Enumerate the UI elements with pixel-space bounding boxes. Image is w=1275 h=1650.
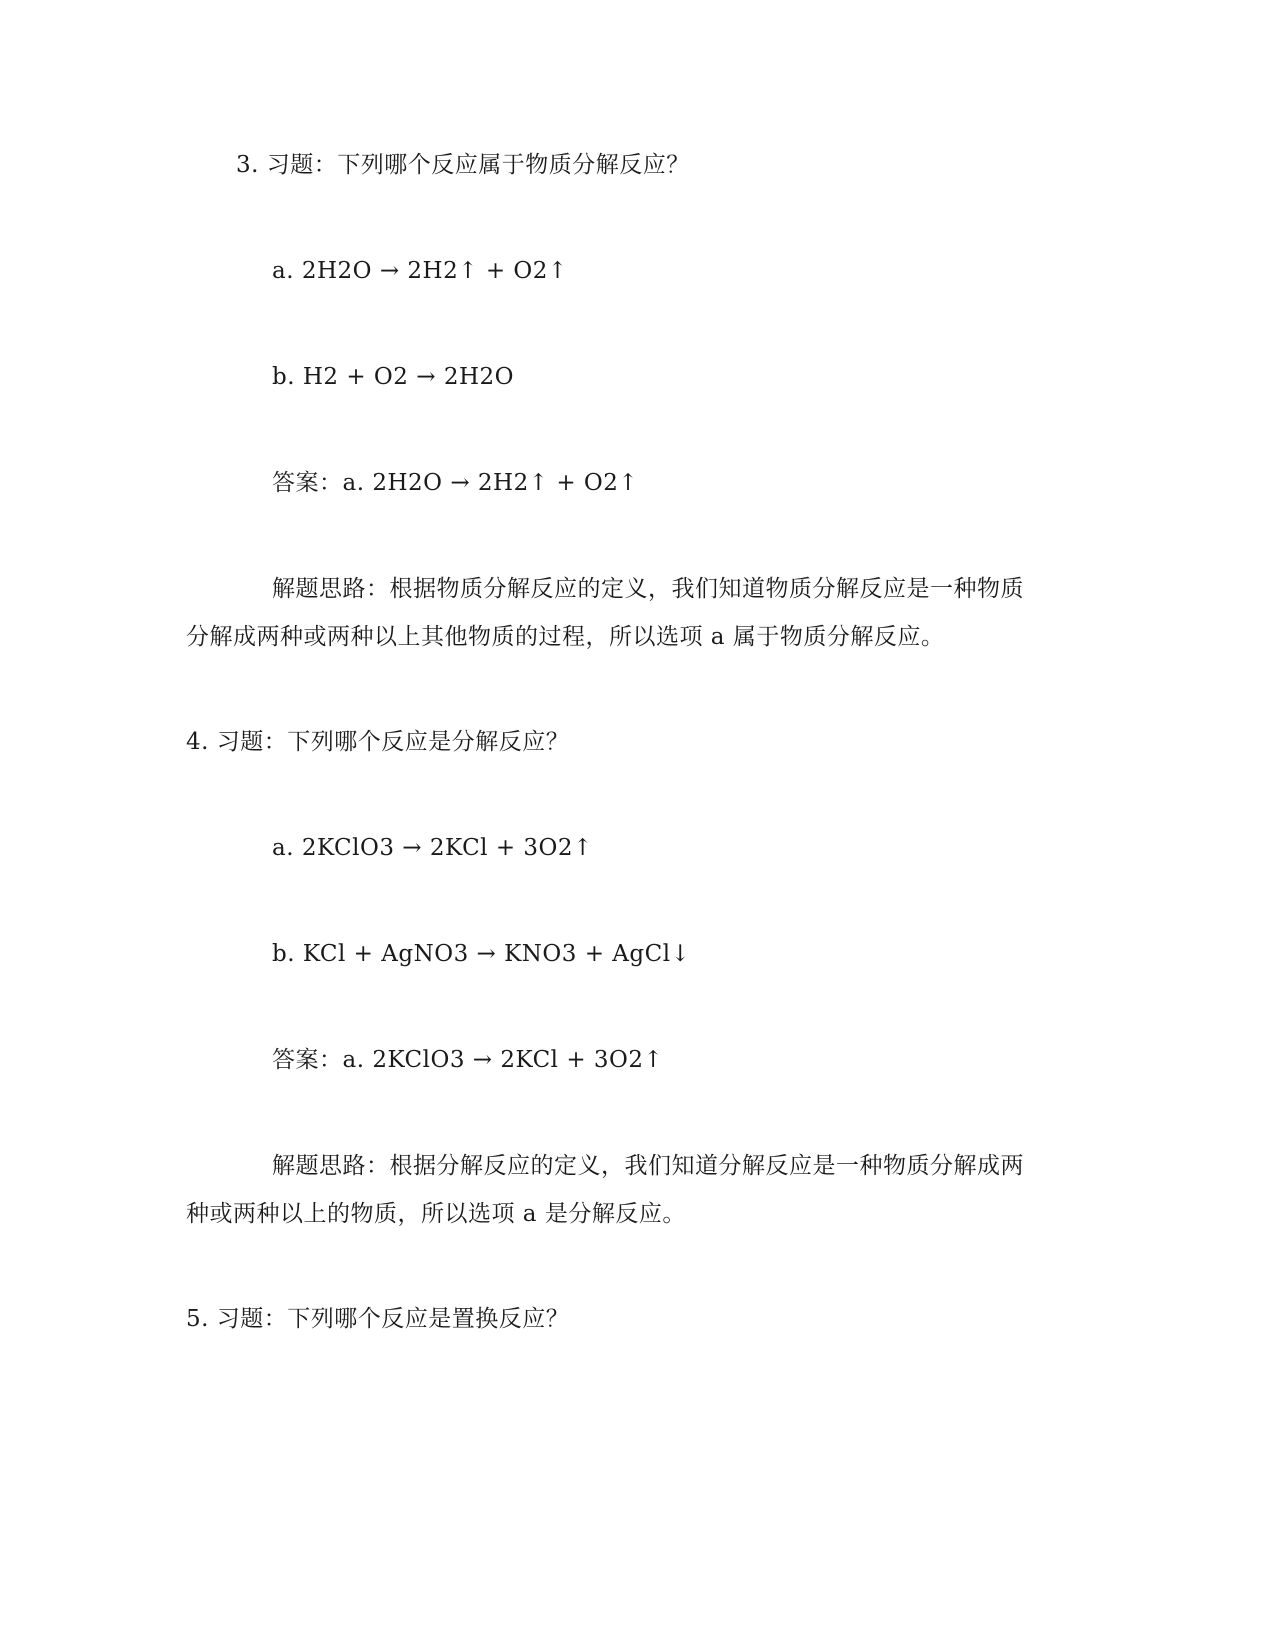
q3-explanation bbox=[186, 565, 1024, 661]
q4-option-a: a. 2KClO3 → 2KCl + 3O2↑ bbox=[272, 835, 593, 861]
q4-explanation-line2: 种或两种以上的物质，所以选项 a 是分解反应。 bbox=[186, 1201, 686, 1227]
q4-question: 4. 习题：下列哪个反应是分解反应？ bbox=[186, 729, 570, 755]
q3-option-b: b. H2 + O2 → 2H2O bbox=[272, 364, 514, 390]
q3-question: 3. 习题：下列哪个反应属于物质分解反应？ bbox=[236, 152, 690, 178]
q3-explanation-line1: 解题思路：根据物质分解反应的定义，我们知道物质分解反应是一种物质 bbox=[272, 576, 1024, 602]
q4-explanation bbox=[186, 1142, 1024, 1238]
q4-answer: 答案：a. 2KClO3 → 2KCl + 3O2↑ bbox=[272, 1047, 664, 1073]
q3-option-a: a. 2H2O → 2H2↑ + O2↑ bbox=[272, 258, 568, 284]
q4-explanation-line1: 解题思路：根据分解反应的定义，我们知道分解反应是一种物质分解成两 bbox=[272, 1153, 1024, 1179]
q3-explanation-line2: 分解成两种或两种以上其他物质的过程，所以选项 a 属于物质分解反应。 bbox=[186, 624, 945, 650]
q4-option-b: b. KCl + AgNO3 → KNO3 + AgCl↓ bbox=[272, 941, 691, 967]
q5-question: 5. 习题：下列哪个反应是置换反应？ bbox=[186, 1306, 570, 1332]
q3-answer: 答案：a. 2H2O → 2H2↑ + O2↑ bbox=[272, 470, 639, 496]
